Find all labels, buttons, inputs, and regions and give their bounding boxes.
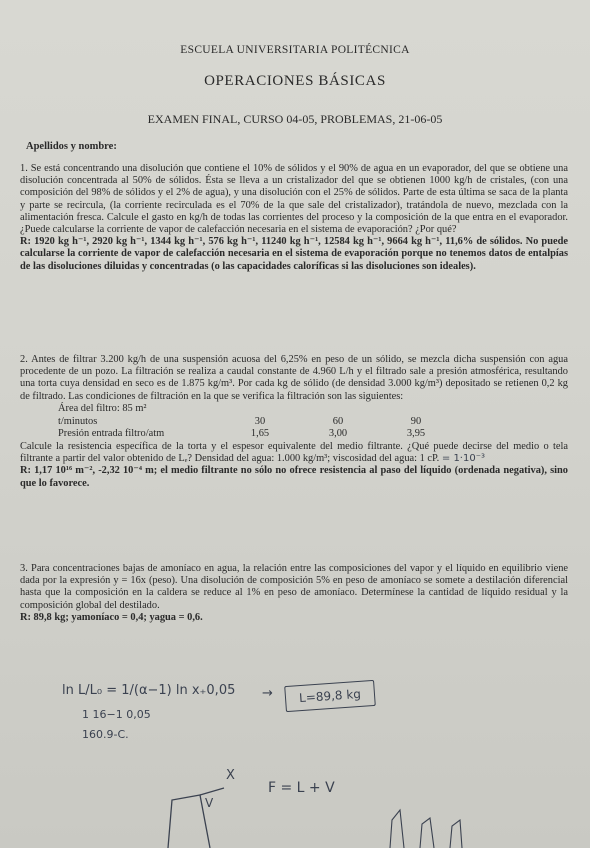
problem-1-statement: 1. Se está concentrando una disolución que contiene el 10% de sólidos y el 90% de agua en un evaporador, del que se obtiene una disolución concentrada al 50% de sólidos. Ésta se lleva a un cristalizador del que se obtienen 1000 kg/h de cristales, (con una composición del 98% de sólidos y el 2% de agua), y una disolución con el 25% de sólidos. Parte de esta última se saca de la planta y parte se recircula, (la corriente recirculada es el 70% de la que sale del cristalizador), tratándola de nuevo, mezclada con la alimentación fresca. Calcule el gasto en kg/h de todas las corrientes del proceso y la composición de la que entra en el evaporador. ¿Puede calcularse la corriente de vapor de calefacción necesaria en el sistema de evaporación? ¿Por qué? xyxy=(20,163,568,236)
handwritten-note-line: 160.9-C. xyxy=(82,728,129,741)
school-name: ESCUELA UNIVERSITARIA POLITÉCNICA xyxy=(180,44,410,56)
filtration-data-table xyxy=(58,416,458,440)
table-cell: 30 xyxy=(254,416,266,428)
row-label-pressure: Presión entrada filtro/atm xyxy=(58,428,165,440)
problem-2 xyxy=(20,354,568,490)
problem-3-statement: 3. Para concentraciones bajas de amoníaco en agua, la relación entre las composiciones del vapor y el líquido en equilibrio viene dada por la expresión y = 16x (peso). Una disolución de composición 5% en peso de amoníaco se somete a destilación diferencial hasta que la composición en la caldera se reduce al 1% en peso de amoníaco. Determínese la cantidad de líquido residual y la composición global del destilado. xyxy=(20,563,568,611)
handwritten-note: = 1·10⁻³ xyxy=(441,453,486,465)
handwritten-equation-line2: 1 16−1 0,05 xyxy=(82,708,151,721)
table-cell: 1,65 xyxy=(250,428,270,440)
problem-1 xyxy=(20,163,568,273)
row-label-time: t/minutos xyxy=(58,416,98,428)
problem-1-answer: R: 1920 kg h⁻¹, 2920 kg h⁻¹, 1344 kg h⁻¹, 576 kg h⁻¹, 11240 kg h⁻¹, 12584 kg h⁻¹, 9664 kg h⁻¹, 11,6% de sólidos. No puede calcularse la corriente de vapor de calefacción necesaria en el sistema de evaporación porque no tenemos datos de entalpías de las disoluciones diluidas y concentradas (o las capacidades caloríficas si las disoluciones son ideales). xyxy=(20,236,568,272)
table-cell: 60 xyxy=(332,416,344,428)
filter-area: Área del filtro: 85 m² xyxy=(58,402,147,414)
handwritten-v-label: V xyxy=(205,796,214,810)
problem-2-question-text: Calcule la resistencia específica de la torta y el espesor equivalente del medio filtrante. ¿Qué puede decirse del medio o tela filtrante a partir del valor obtenido de Lₑ? Densidad del agua: 1.000 kg/m³; viscosidad del agua: 1 cP. xyxy=(20,441,568,465)
sketch-flasks xyxy=(390,810,462,848)
handwritten-result-box: L=89,8 kg xyxy=(284,680,376,712)
table-row xyxy=(58,416,458,428)
handwritten-x-label: X xyxy=(226,768,235,783)
table-cell: 90 xyxy=(410,416,422,428)
handwritten-still-sketch xyxy=(0,740,590,848)
handwritten-arrow: → xyxy=(262,686,273,701)
problem-3-answer: R: 89,8 kg; yamoníaco = 0,4; yagua = 0,6. xyxy=(20,611,203,623)
problem-2-question xyxy=(20,441,568,465)
problem-2-statement: 2. Antes de filtrar 3.200 kg/h de una suspensión acuosa del 6,25% en peso de un sólido, se mezcla dicha suspensión con agua procedente de un pozo. La filtración se realiza a caudal constante de 4.960 L/h y el filtrado sale a presión atmosférica, resultando una torta cuya densidad en seco es de 1.875 kg/m³. Por cada kg de sólido (de densidad 3.000 kg/m³) depositado se retienen 0,2 kg de filtrado. Las condiciones de filtración en la que se verifica la filtración son las siguientes: xyxy=(20,354,568,402)
table-cell: 3,00 xyxy=(328,428,348,440)
name-label: Apellidos y nombre: xyxy=(26,141,117,152)
problem-3 xyxy=(20,563,568,624)
sketch-vapor-line xyxy=(200,788,224,795)
handwritten-mass-balance: F = L + V xyxy=(268,780,335,796)
subject-title: OPERACIONES BÁSICAS xyxy=(204,73,386,89)
table-cell: 3,95 xyxy=(406,428,426,440)
exam-title: EXAMEN FINAL, CURSO 04-05, PROBLEMAS, 21-06-05 xyxy=(147,112,443,126)
table-row xyxy=(58,428,458,440)
handwritten-equation: ln L/L₀ = 1/(α−1) ln x₊0,05 xyxy=(62,683,236,698)
problem-2-answer: R: 1,17 10¹⁶ m⁻², -2,32 10⁻⁴ m; el medio filtrante no sólo no ofrece resistencia al paso del líquido (ordenada negativa), sino que lo favorece. xyxy=(20,465,568,489)
sketch-still-line xyxy=(168,795,210,848)
